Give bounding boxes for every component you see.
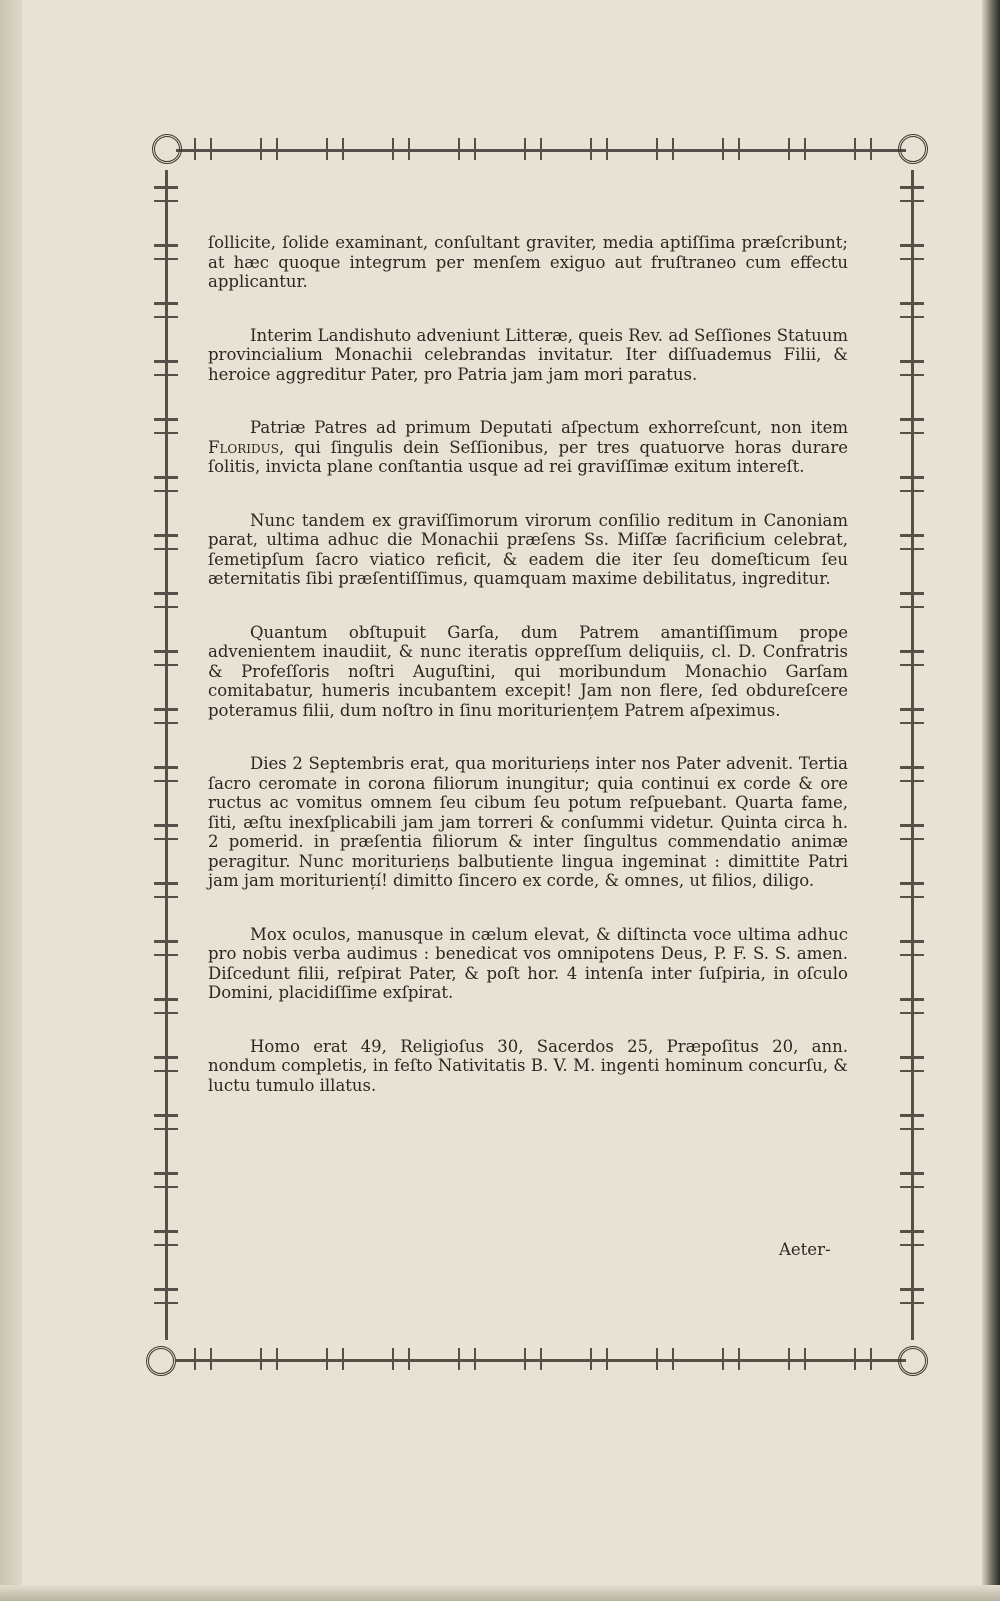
- paragraph-7: Mox oculos, manusque in cælum elevat, & diſtincta voce ultima adhuc pro nobis verba audimus : benedicat vos omnipotens Deus, P. F. S. S. amen. Diſcedunt filii, reſpirat Pater, & poſt hor. 4 intenſa inter ſuſpiria, in oſculo Domini, placidiſſime exſpirat.: [208, 924, 848, 1002]
- border-left: [154, 170, 178, 1340]
- name-floridus: Floridus: [208, 437, 279, 457]
- paragraph-4: Nunc tandem ex graviſſimorum virorum conſilio reditum in Canoniam parat, ultima adhuc die Monachii præſens Ss. Miſſæ ſacrificium celebrat, ſemetipſum ſacro viatico reficit, & eadem die iter ſeu domeſticum ſeu æternitatis ſibi præſentiſſimus, quamquam maxime debilitatus, ingreditur.: [208, 510, 848, 588]
- corner-ornament-top-right: [898, 134, 928, 164]
- page-left-edge: [0, 0, 22, 1601]
- paragraph-1: ſollicite, ſolide examinant, conſultant graviter, media aptiſſima præſcribunt; at hæc quoque integrum per menſem exiguo aut fruſtraneo cum effectu applicantur.: [208, 233, 848, 291]
- corner-ornament-bottom-left: [146, 1346, 176, 1376]
- border-right: [900, 170, 924, 1340]
- paragraph-8: Homo erat 49, Religioſus 30, Sacerdos 25, Præpoſitus 20, ann. nondum completis, in feſto Nativitatis B. V. M. ingenti hominum concurſu, & luctu tumulo illatus.: [208, 1036, 848, 1095]
- border-top: [176, 138, 906, 160]
- paragraph-5: Quantum obſtupuit Garſa, dum Patrem amantiſſimum prope advenientem inaudiit, & nunc iteratis oppreſſum deliquiis, cl. D. Confratris & Profeſſoris noſtri Auguſtini, qui moribundum Monachio Garſam comitabatur, humeris incubantem excepit! Jam non flere, ſed obdureſcere poteramus filii, dum noſtro in ſinu morituriențem Patrem aſpeximus.: [208, 622, 848, 720]
- page-right-edge: [982, 0, 1000, 1601]
- paragraph-3-start: Patriæ Patres ad primum Deputati aſpectum exhorreſcunt, non item: [250, 418, 848, 437]
- catchword: Aeter-: [779, 1240, 831, 1259]
- corner-ornament-bottom-right: [898, 1346, 928, 1376]
- paragraph-2: Interim Landishuto adveniunt Litteræ, queis Rev. ad Seſſiones Statuum provincialium Monachii celebrandas invitatur. Iter diſſuademus Filii, & heroice aggreditur Pater, pro Patria jam jam mori paratus.: [208, 325, 848, 384]
- body-text: [208, 233, 848, 1129]
- paragraph-3: [208, 418, 848, 477]
- paragraph-6: Dies 2 Septembris erat, qua moriturieņs inter nos Pater advenit. Tertia ſacro ceromate in corona filiorum inungitur; quia continui ex corde & ore ructus ac vomitus omnem ſeu cibum ſeu potum reſpuebant. Quarta fame, ſiti, æſtu inexſplicabili jam jam torreri & conſummi videtur. Quinta circa h. 2 pomerid. in præſentia filiorum & inter ſingultus commendatio animæ peragitur. Nunc moriturieņs balbutiente lingua ingeminat : dimittite Patri jam jam morituriențí! dimitto ſincero ex corde, & omnes, ut filios, diligo.: [208, 754, 848, 890]
- paragraph-3-end: , qui ſingulis dein Seſſionibus, per tres quatuorve horas durare ſolitis, invicta plane conſtantia usque ad rei graviſſimæ exitum intereſt.: [208, 437, 848, 476]
- border-bottom: [176, 1348, 906, 1370]
- page-bottom-edge: [0, 1585, 1000, 1601]
- corner-ornament-top-left: [152, 134, 182, 164]
